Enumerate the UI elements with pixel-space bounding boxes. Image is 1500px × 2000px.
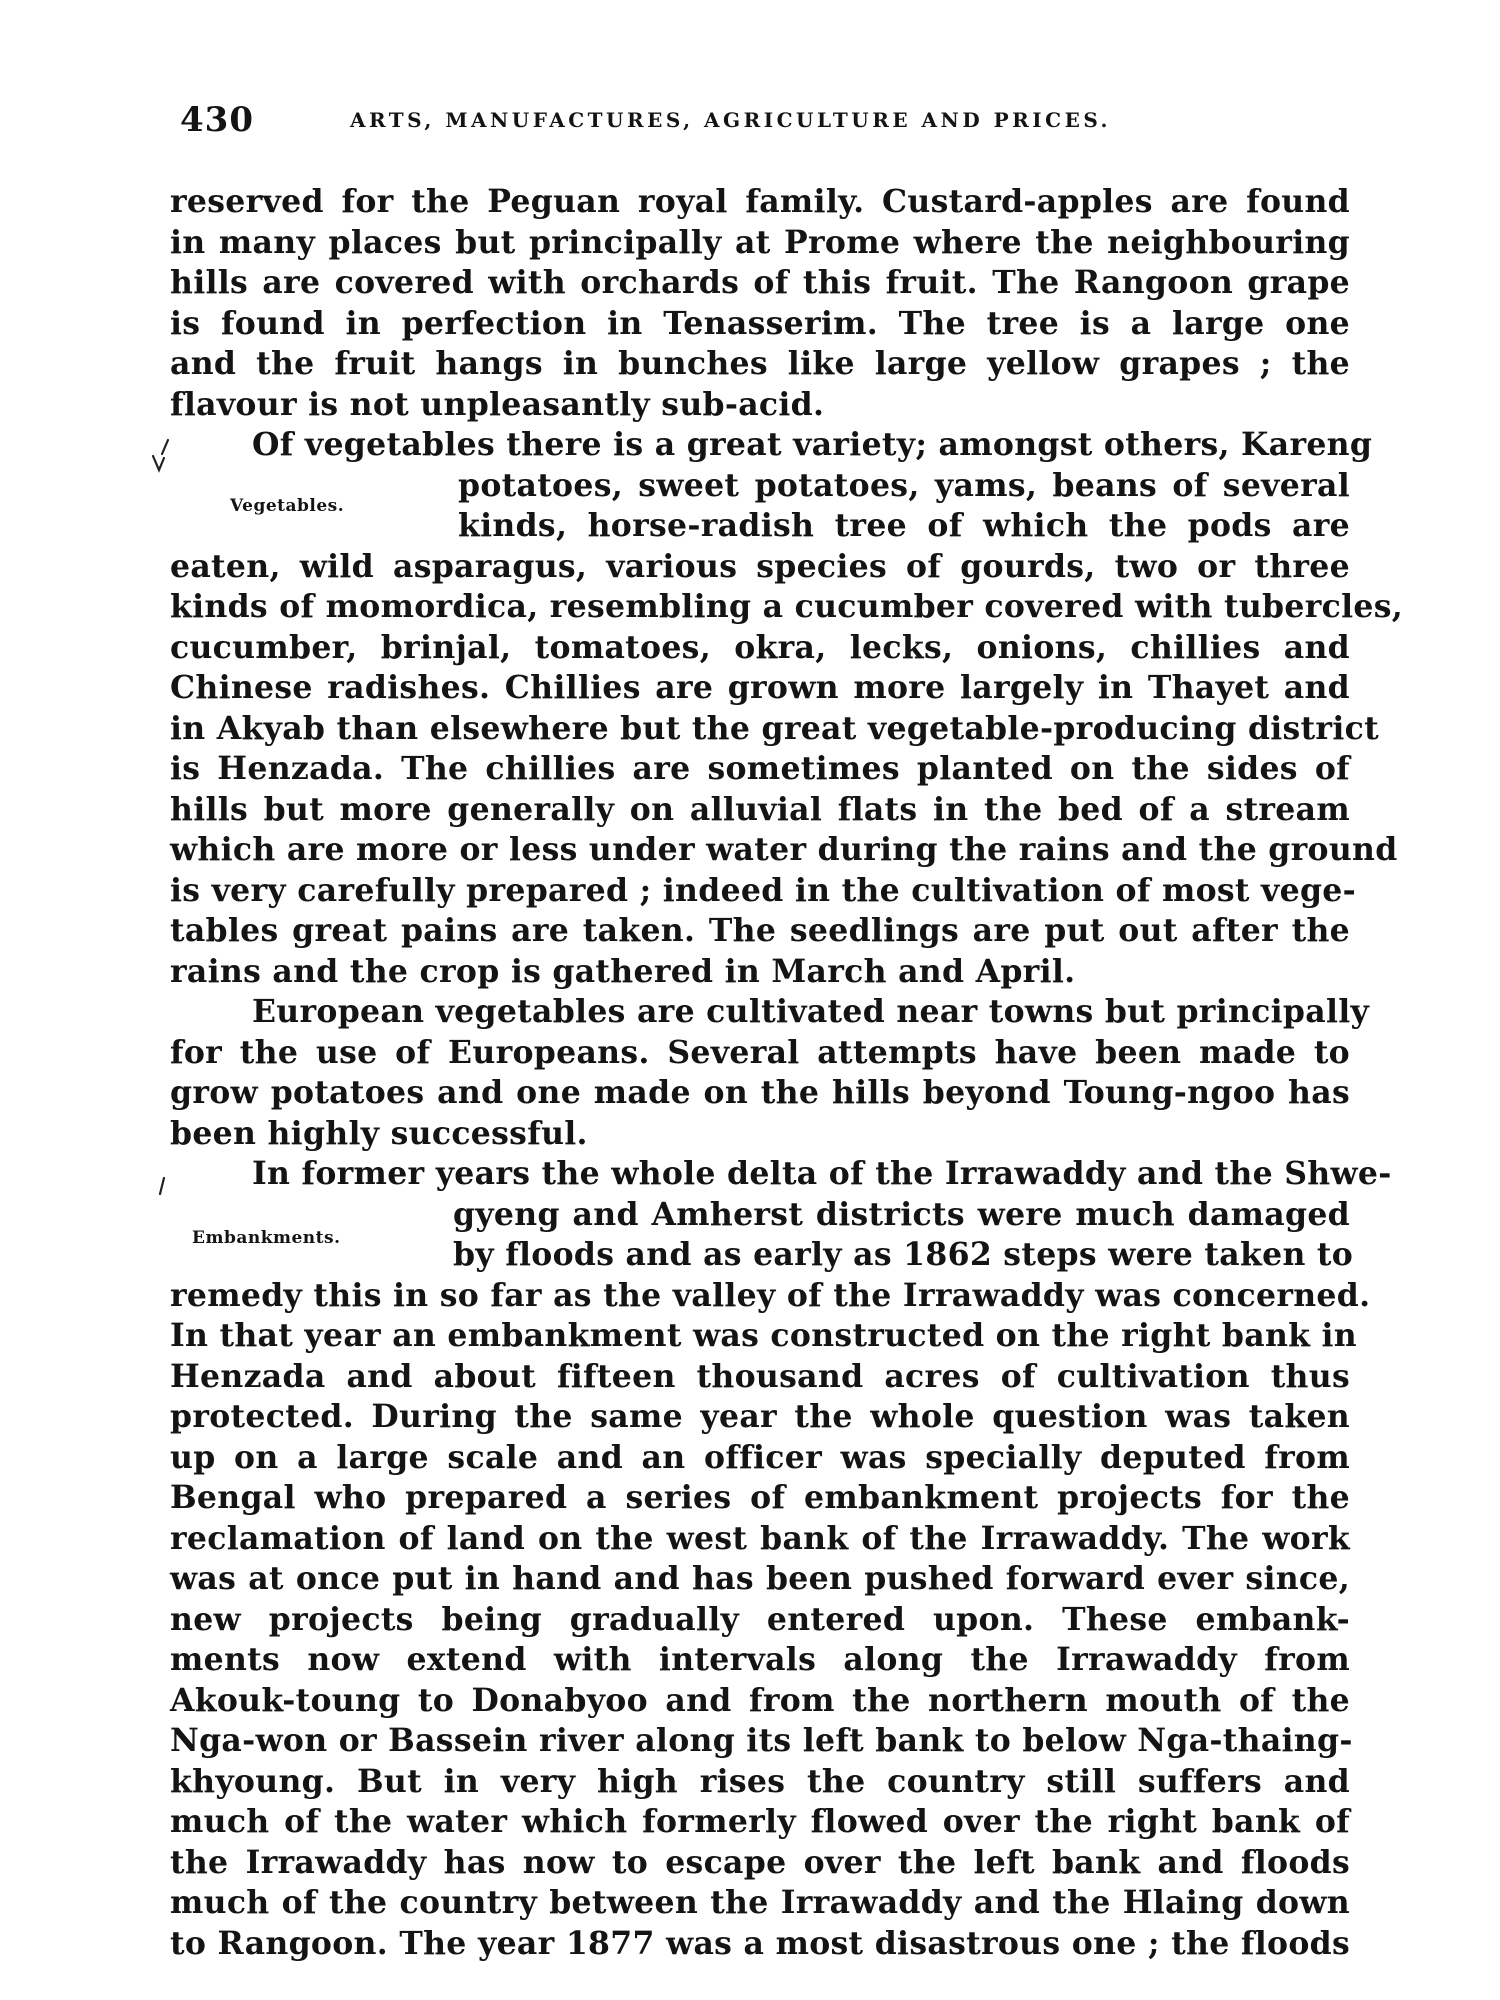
text-line: by floods and as early as 1862 steps were taken to (453, 1236, 1354, 1273)
text-line: was at once put in hand and has been pushed forward ever since, (170, 1560, 1350, 1597)
text-line: in many places but principally at Prome where the neighbouring (170, 223, 1350, 261)
text-line: much of the country between the Irrawaddy and the Hlaing down (170, 1884, 1350, 1921)
page-number: 430 (180, 100, 254, 140)
text-line: hills but more generally on alluvial flats in the bed of a stream (170, 790, 1350, 828)
text-line: reclamation of land on the west bank of the Irrawaddy. The work (170, 1519, 1350, 1557)
text-line: ments now extend with intervals along the Irrawaddy from (170, 1641, 1350, 1678)
text-line: the Irrawaddy has now to escape over the left bank and floods (170, 1843, 1350, 1881)
text-line: cucumber, brinjal, tomatoes, okra, lecks, onions, chillies and (170, 628, 1350, 666)
text-line: rains and the crop is gathered in March and April. (170, 952, 1076, 990)
text-line: eaten, wild asparagus, various species of gourds, two or three (170, 547, 1350, 585)
text-line: new projects being gradually entered upon. These embank- (170, 1600, 1350, 1638)
text-line: Bengal who prepared a series of embankment projects for the (170, 1479, 1350, 1516)
text-line: is very carefully prepared ; indeed in the cultivation of most vege- (170, 871, 1357, 909)
text-line: been highly successful. (170, 1114, 588, 1152)
text-line: Akouk-toung to Donabyoo and from the northern mouth of the (170, 1681, 1350, 1719)
text-line: is found in perfection in Tenasserim. The tree is a large one (170, 304, 1350, 342)
marginal-note-embankments: Embankments. (192, 1228, 341, 1248)
text-line: Chinese radishes. Chillies are grown more largely in Thayet and (170, 669, 1350, 706)
text-line: khyoung. But in very high rises the country still suffers and (170, 1762, 1350, 1800)
text-line: protected. During the same year the whole question was taken (170, 1398, 1350, 1435)
running-title: ARTS, MANUFACTURES, AGRICULTURE AND PRICES. (350, 108, 1112, 132)
text-line: European vegetables are cultivated near towns but principally (252, 993, 1370, 1030)
text-line: Of vegetables there is a great variety; amongst others, Kareng (252, 426, 1373, 463)
text-line: is Henzada. The chillies are sometimes planted on the sides of (170, 750, 1350, 787)
text-line: Nga-won or Bassein river along its left bank to below Nga-thaing- (170, 1722, 1353, 1759)
text-line: In former years the whole delta of the Irrawaddy and the Shwe- (252, 1155, 1392, 1192)
text-line: kinds of momordica, resembling a cucumber covered with tubercles, (170, 588, 1404, 625)
text-line: up on a large scale and an officer was specially deputed from (170, 1438, 1350, 1476)
text-line: hills are covered with orchards of this fruit. The Rangoon grape (170, 264, 1350, 301)
text-line: to Rangoon. The year 1877 was a most disastrous one ; the floods (170, 1924, 1350, 1962)
text-line: gyeng and Amherst districts were much damaged (453, 1195, 1350, 1233)
text-line: grow potatoes and one made on the hills beyond Toung-ngoo has (170, 1074, 1350, 1111)
text-line: tables great pains are taken. The seedlings are put out after the (170, 912, 1350, 949)
text-line: in Akyab than elsewhere but the great vegetable-producing district (170, 709, 1379, 747)
text-line: flavour is not unpleasantly sub-acid. (170, 385, 825, 423)
text-line: much of the water which formerly flowed over the right bank of (170, 1803, 1350, 1840)
text-line: Henzada and about fifteen thousand acres of cultivation thus (170, 1357, 1350, 1395)
text-line: In that year an embankment was constructed on the right bank in (170, 1317, 1358, 1354)
page-body-text (170, 182, 1404, 1964)
text-line: which are more or less under water during the rains and the ground (170, 831, 1398, 868)
page-header (180, 100, 1340, 140)
marginal-note-vegetables: Vegetables. (230, 496, 345, 516)
text-line: for the use of Europeans. Several attempts have been made to (170, 1033, 1350, 1071)
text-line: remedy this in so far as the valley of the Irrawaddy was concerned. (170, 1276, 1371, 1314)
text-line: and the fruit hangs in bunches like large yellow grapes ; the (170, 345, 1350, 382)
text-line: kinds, horse-radish tree of which the pods are (458, 507, 1350, 544)
text-line: reserved for the Peguan royal family. Custard-apples are found (170, 183, 1350, 220)
text-line: potatoes, sweet potatoes, yams, beans of several (458, 466, 1350, 504)
